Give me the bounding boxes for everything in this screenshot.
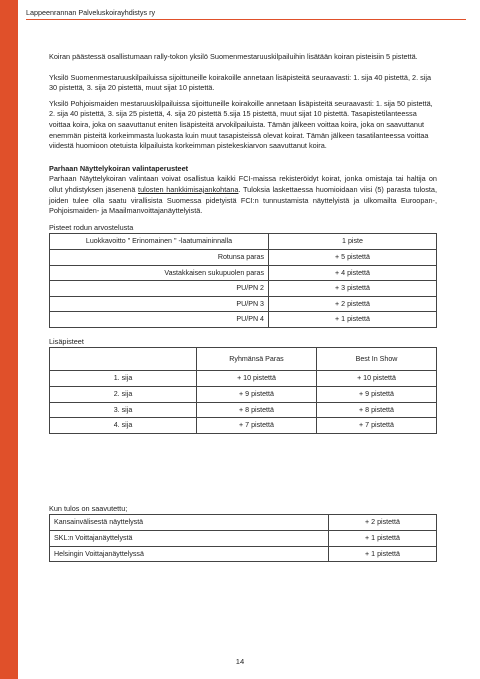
table-row bbox=[50, 546, 437, 562]
section-body-start: Parhaan Näyttelykoiran valintaan voivat osallistua kaikki FCI-maissa rekisteröidyt koirat, jonka omistaja tai haltija on ollut yhdistyksen jäsenenä bbox=[49, 174, 437, 194]
table-cell: + 9 pistettä bbox=[317, 387, 437, 403]
table-cell: Luokkavoitto " Erinomainen " -laatumaininnalla bbox=[50, 234, 269, 250]
points-table-caption: Pisteet rodun arvostelusta bbox=[49, 222, 134, 232]
table-cell: 4. sija bbox=[50, 418, 197, 434]
section-body-underlined: tulosten hankkimisajankohtana bbox=[138, 184, 239, 194]
table-row bbox=[50, 312, 437, 328]
table-cell: + 4 pistettä bbox=[269, 265, 437, 281]
table-cell: + 2 pistettä bbox=[269, 296, 437, 312]
table-cell: Vastakkaisen sukupuolen paras bbox=[50, 265, 269, 281]
section-body bbox=[49, 174, 437, 216]
paragraph-pm-points: Yksilö Pohjoismaiden mestaruuskilpailuissa sijoittuneille koirakoille annetaan lisäpisteitä seuraavasti: 1. sija 50 pistettä, 2. sija 40 pistettä, 3. sija 25 pistettä, 4. sija 20 pistettä 5.sija 15 pistettä, muut sijat 10 pistettä. Tasapistetilanteessa voittaa koira, joka on saavuttanut eniten lisäpisteitä arvokilpailuista. Tämän jälkeen voittaa koira, joka on saavuttanut enemmän pisteitä korkeimmasta luokasta kuin muut tasapisteissä olevat koirat. Tämän jälkeen tasatilanteessa voittaa viidestä huomioon otetuista kilpailuista korkeimman pistekeskiarvon saavuttanut koira. bbox=[49, 98, 433, 151]
table-cell: 3. sija bbox=[50, 402, 197, 418]
table-row bbox=[50, 249, 437, 265]
page-number: 14 bbox=[235, 657, 245, 666]
table-header-cell: Ryhmänsä Paras bbox=[197, 348, 317, 371]
section-title: Parhaan Näyttelykoiran valintaperusteet bbox=[49, 163, 189, 173]
table-cell: 1 piste bbox=[269, 234, 437, 250]
table-cell: + 7 pistettä bbox=[197, 418, 317, 434]
table-row bbox=[50, 265, 437, 281]
table-row bbox=[50, 515, 437, 531]
table-cell: + 1 pistettä bbox=[329, 531, 437, 547]
paragraph-sm-points: Yksilö Suomenmestaruuskilpailuissa sijoittuneille koirakoille annetaan lisäpisteitä seuraavasti: 1. sija 40 pistettä, 2. sija 30 pistettä, 3. sija 20 pistettä, muut sijat 10 pistettä. bbox=[49, 72, 432, 93]
table-cell: SKL:n Voittajanäyttelystä bbox=[50, 531, 329, 547]
extra-table-caption: Lisäpisteet bbox=[49, 336, 84, 346]
win-points-table bbox=[49, 514, 437, 562]
table-cell: Helsingin Voittajanäyttelyssä bbox=[50, 546, 329, 562]
table-cell: PU/PN 2 bbox=[50, 281, 269, 297]
header-org: Lappeenrannan Palveluskoirayhdistys ry bbox=[26, 8, 156, 17]
table-cell: + 8 pistettä bbox=[317, 402, 437, 418]
page-header bbox=[26, 8, 466, 20]
table-cell: + 8 pistettä bbox=[197, 402, 317, 418]
table-cell: + 1 pistettä bbox=[269, 312, 437, 328]
table-row bbox=[50, 531, 437, 547]
table-cell: Rotunsa paras bbox=[50, 249, 269, 265]
table-cell: PU/PN 4 bbox=[50, 312, 269, 328]
extra-points-table bbox=[49, 347, 437, 433]
table-row bbox=[50, 371, 437, 387]
table-cell: 1. sija bbox=[50, 371, 197, 387]
section-body-end: . Tuloksia laskettaessa huomioidaan viisi (5) parasta tulosta, joiden tulee olla saatu virallisista Suomessa pidetyistä FCI:n tunnustamista näyttelyistä ja ulkomailta Euroopan-, Pohjoismaiden- ja Maailmanvoittajanäyttelyistä. bbox=[49, 184, 437, 216]
table-row bbox=[50, 387, 437, 403]
table-row bbox=[50, 296, 437, 312]
points-table bbox=[49, 233, 437, 328]
table-header-row bbox=[50, 348, 437, 371]
table-cell: + 7 pistettä bbox=[317, 418, 437, 434]
table-header-cell bbox=[50, 348, 197, 371]
page-content bbox=[49, 52, 437, 562]
table-row bbox=[50, 234, 437, 250]
table-cell: + 10 pistettä bbox=[197, 371, 317, 387]
table-cell: + 3 pistettä bbox=[269, 281, 437, 297]
table-row bbox=[50, 402, 437, 418]
table-row bbox=[50, 281, 437, 297]
table-cell: Kansainvälisestä näyttelystä bbox=[50, 515, 329, 531]
table-cell: 2. sija bbox=[50, 387, 197, 403]
table-cell: PU/PN 3 bbox=[50, 296, 269, 312]
table-cell: + 9 pistettä bbox=[197, 387, 317, 403]
paragraph-rally-bonus: Koiran päästessä osallistumaan rally-tokon yksilö Suomenmestaruuskilpailuihin lisätään koiran pisteisiin 5 pistettä. bbox=[49, 52, 418, 61]
table-cell: + 5 pistettä bbox=[269, 249, 437, 265]
table-cell: + 10 pistettä bbox=[317, 371, 437, 387]
table-cell: + 2 pistettä bbox=[329, 515, 437, 531]
table-row bbox=[50, 418, 437, 434]
win-table-caption: Kun tulos on saavutettu; bbox=[49, 503, 128, 513]
table-cell: + 1 pistettä bbox=[329, 546, 437, 562]
table-header-cell: Best In Show bbox=[317, 348, 437, 371]
accent-bar bbox=[0, 0, 18, 679]
